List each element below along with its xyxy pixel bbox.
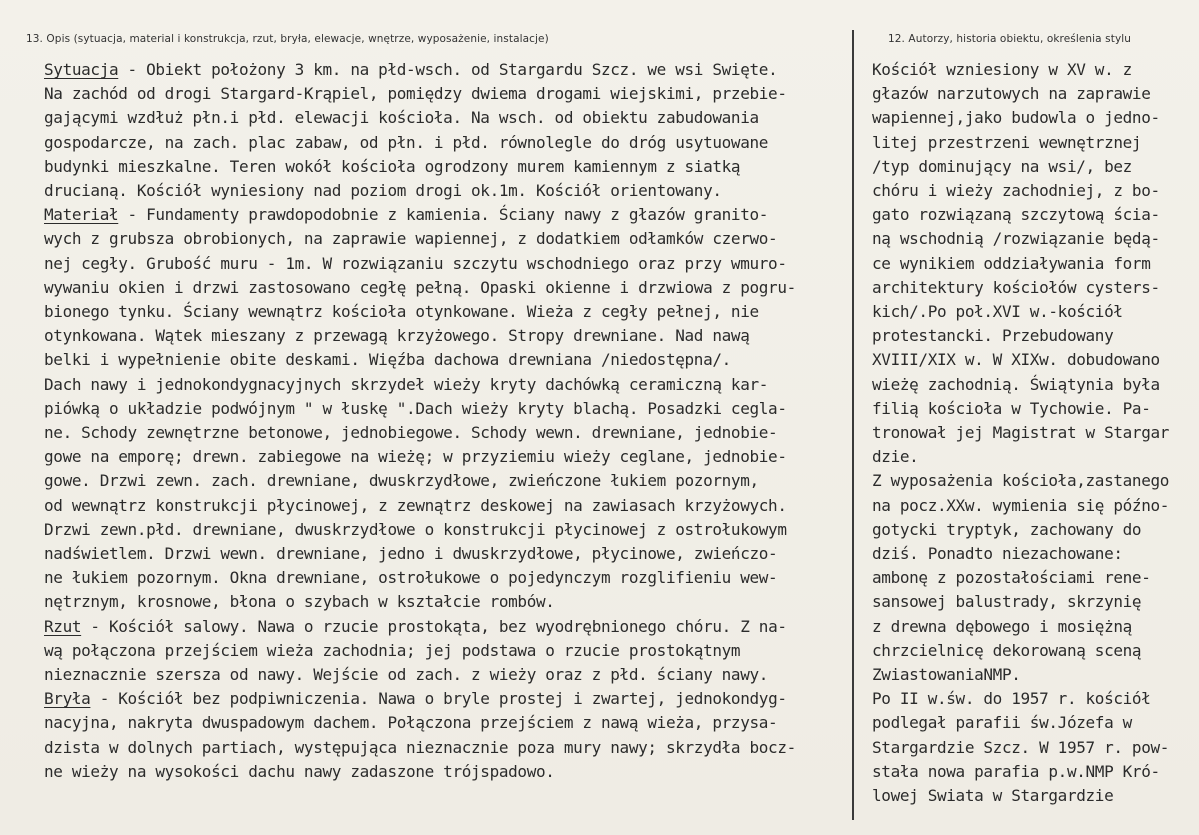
text-line: protestancki. Przebudowany [872, 326, 1114, 346]
section-sytuacja [44, 58, 864, 203]
history-field-header: 12. Autorzy, historia obiektu, określenia stylu [888, 33, 1132, 45]
section-bryła [44, 687, 864, 784]
section-materiał [44, 203, 864, 614]
text-line: z drewna dębowego i mosiężną [872, 616, 1132, 636]
text-line: gowe na emporę; drewn. zabiegowe na wieżę; w przyziemiu wieży ceglane, jednobie- [44, 447, 787, 467]
text-line: belki i wypełnienie obite deskami. Więźba dachowa drewniana /niedostępna/. [44, 350, 731, 370]
text-line: otynkowana. Wątek mieszany z przewagą krzyżowego. Stropy drewniane. Nad nawą [44, 326, 750, 346]
text-line: gającymi wzdłuż płn.i płd. elewacji kościoła. Na wsch. od obiektu zabudowania [44, 108, 759, 128]
text-line: nętrznym, krosnowe, błona o szybach w kształcie rombów. [44, 592, 555, 612]
text-line: drucianą. Kościół wyniesiony nad poziom drogi ok.1m. Kościół orientowany. [44, 181, 722, 201]
text-line: wych z grubsza obrobionych, na zaprawie wapiennej, z dodatkiem odłamków czerwo- [44, 229, 778, 249]
text-line: głazów narzutowych na zaprawie [872, 84, 1151, 104]
text-line: tronował jej Magistrat w Stargar [872, 423, 1170, 443]
text-line: stała nowa parafia p.w.NMP Kró- [872, 761, 1160, 781]
section-rzut [44, 615, 864, 688]
text-line: wą połączona przejściem wieża zachodnia; jej podstawa o rzucie prostokątnym [44, 640, 741, 660]
text-line: Po II w.św. do 1957 r. kościół [872, 689, 1151, 709]
text-line: Z wyposażenia kościoła,zastanego [872, 471, 1170, 491]
section-label: Rzut [44, 616, 82, 636]
text-line: architektury kościołów cysters- [872, 277, 1160, 297]
text-line: dziś. Ponadto niezachowane: [872, 544, 1123, 564]
text-line: wywaniu okien i drzwi zastosowano cegłę pełną. Opaski okienne i drzwiowa z pogru- [44, 277, 796, 297]
text-line: filią kościoła w Tychowie. Pa- [872, 398, 1151, 418]
text-line: Sytuacja - Obiekt położony 3 km. na płd-wsch. od Stargardu Szcz. we wsi Swięte. [44, 60, 778, 79]
text-line: lowej Swiata w Stargardzie [872, 786, 1114, 806]
text-line: Rzut - Kościół salowy. Nawa o rzucie prostokąta, bez wyodrębnionego chóru. Z na- [44, 616, 787, 636]
text-line: dzie. [872, 447, 919, 467]
text-line: Materiał - Fundamenty prawdopodobnie z kamienia. Ściany nawy z głazów granito- [44, 205, 769, 225]
text-line: ne łukiem pozornym. Okna drewniane, ostrołukowe o pojedynczym rozglifieniu wew- [44, 568, 778, 588]
text-line: Stargardzie Szcz. W 1957 r. pow- [872, 737, 1170, 757]
description-column [44, 58, 864, 784]
text-line: gowe. Drzwi zewn. zach. drewniane, dwuskrzydłowe, zwieńczone łukiem pozornym, [44, 471, 759, 491]
text-line: kich/.Po poł.XVI w.-kościół [872, 302, 1123, 322]
text-line: nieznacznie szersza od nawy. Wejście od zach. z wieży oraz z płd. ściany nawy. [44, 665, 769, 685]
text-line: Dach nawy i jednokondygnacyjnych skrzydeł wieży kryty dachówką ceramiczną kar- [44, 374, 769, 394]
text-line: ne. Schody zewnętrzne betonowe, jednobiegowe. Schody wewn. drewniane, jednobie- [44, 423, 778, 443]
section-label: Materiał [44, 205, 119, 225]
text-line: ce wynikiem oddziaływania form [872, 253, 1151, 273]
text-line: piówką o układzie podwójnym " w łuskę ".Dach wieży kryty blachą. Posadzki cegla- [44, 398, 787, 418]
section-label: Sytuacja [44, 60, 119, 79]
text-line: litej przestrzeni wewnętrznej [872, 132, 1142, 152]
text-line: XVIII/XIX w. W XIXw. dobudowano [872, 350, 1160, 370]
text-line: ne wieży na wysokości dachu nawy zadaszone trójspadowo. [44, 761, 555, 781]
text-line: ambonę z pozostałościami rene- [872, 568, 1151, 588]
description-field-header: 13. Opis (sytuacja, material i konstrukcja, rzut, bryła, elewacje, wnętrze, wyposażenie, instalacje) [26, 33, 549, 45]
text-line: gospodarcze, na zach. plac zabaw, od płn. i płd. równolegle do dróg usytuowane [44, 132, 769, 152]
text-line: nacyjna, nakryta dwuspadowym dachem. Połączona przejściem z nawą wieża, przysa- [44, 713, 778, 733]
text-line: dzista w dolnych partiach, występująca nieznacznie poza mury nawy; skrzydła bocz- [44, 737, 796, 757]
text-line: chóru i wieży zachodniej, z bo- [872, 181, 1160, 201]
text-line: ną wschodnią /rozwiązanie będą- [872, 229, 1160, 249]
text-line: /typ dominujący na wsi/, bez [872, 156, 1132, 176]
text-line: ZwiastowaniaNMP. [872, 665, 1021, 685]
text-line: Drzwi zewn.płd. drewniane, dwuskrzydłowe o konstrukcji płycinowej z ostrołukowym [44, 519, 787, 539]
text-line: wapiennej,jako budowla o jedno- [872, 108, 1160, 128]
text-line: Kościół wzniesiony w XV w. z [872, 60, 1132, 79]
text-line: Na zachód od drogi Stargard-Krąpiel, pomiędzy dwiema drogami wiejskimi, przebie- [44, 84, 787, 104]
section-label: Bryła [44, 689, 91, 709]
text-line: gotycki tryptyk, zachowany do [872, 519, 1142, 539]
text-line: gato rozwiązaną szczytową ścia- [872, 205, 1160, 225]
text-line: na pocz.XXw. wymienia się późno- [872, 495, 1170, 515]
text-line: nej cegły. Grubość muru - 1m. W rozwiązaniu szczytu wschodniego oraz przy wmuro- [44, 253, 787, 273]
history-column [872, 58, 1192, 808]
text-line: budynki mieszkalne. Teren wokół kościoła ogrodzony murem kamiennym z siatką [44, 156, 741, 176]
text-line: Bryła - Kościół bez podpiwniczenia. Nawa o bryle prostej i zwartej, jednokondyg- [44, 689, 787, 709]
text-line: od wewnątrz konstrukcji płycinowej, z zewnątrz deskowej na zawiasach krzyżowych. [44, 495, 787, 515]
text-line: chrzcielnicę dekorowaną sceną [872, 640, 1142, 660]
text-line: wieżę zachodnią. Świątynia była [872, 374, 1160, 394]
text-line: nadświetlem. Drzwi wewn. drewniane, jedno i dwuskrzydłowe, płycinowe, zwieńczo- [44, 544, 778, 564]
text-line: sansowej balustrady, skrzynię [872, 592, 1142, 612]
text-line: bionego tynku. Ściany wewnątrz kościoła otynkowane. Wieża z cegły pełnej, nie [44, 302, 759, 322]
text-line: podlegał parafii św.Józefa w [872, 713, 1132, 733]
